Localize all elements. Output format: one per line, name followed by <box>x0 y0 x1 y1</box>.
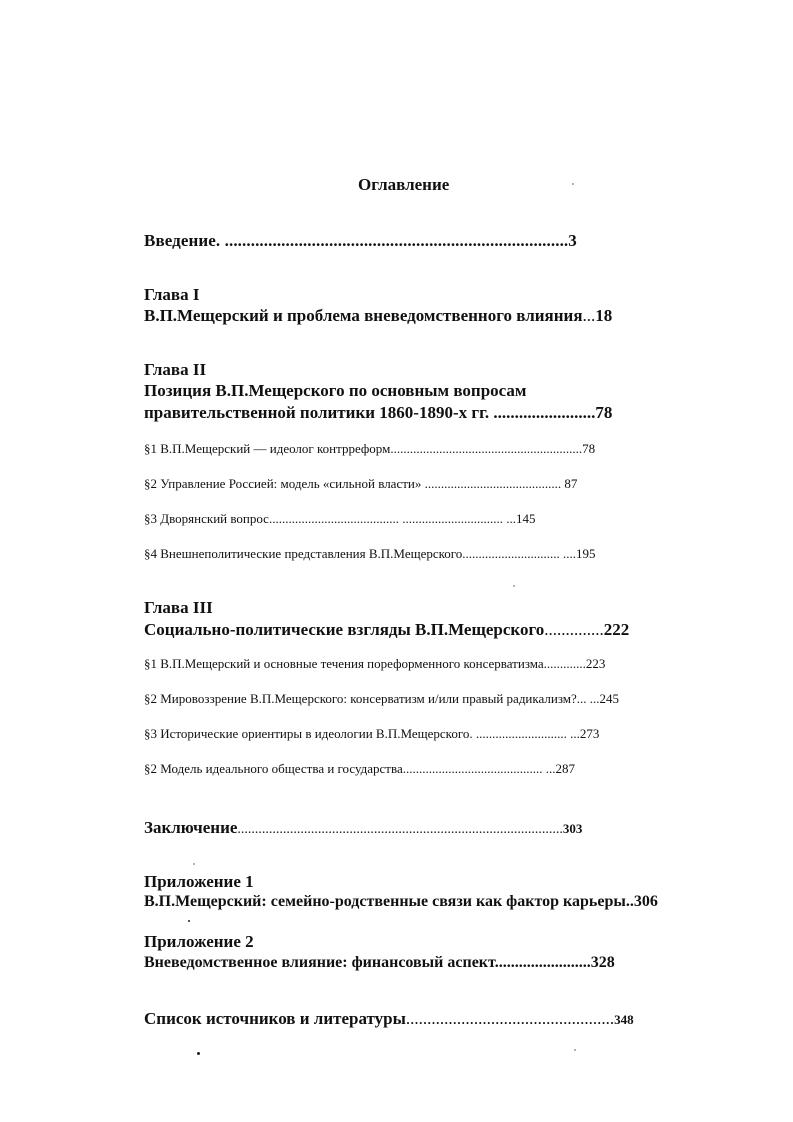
chapter3-section-1: §1 В.П.Мещерский и основные течения пореформенного консерватизма.............223 <box>144 656 606 671</box>
appendix2-dots: ........................ <box>494 954 591 971</box>
appendix2-entry <box>144 954 615 972</box>
chapter1-heading: Глава I <box>144 285 200 304</box>
scan-speck <box>513 585 515 587</box>
sources-entry <box>144 1009 634 1029</box>
chapter3-section-4: §2 Модель идеального общества и государства........................................... ...287 <box>144 761 575 776</box>
conclusion-entry <box>144 818 582 838</box>
appendix1-entry: В.П.Мещерский: семейно-родственные связи как фактор карьеры..306 <box>144 893 658 910</box>
chapter2-section-1: §1 В.П.Мещерский — идеолог контрреформ...........................................................78 <box>144 441 596 456</box>
sources-title: Список источников и литературы <box>144 1009 406 1028</box>
scan-speck <box>197 1052 200 1055</box>
sources-dots: ................................................. <box>405 1009 615 1028</box>
chapter3-entry <box>144 620 629 640</box>
appendix2-page: 328 <box>590 954 615 971</box>
intro-entry: Введение. ...............................................................................3 <box>144 231 577 250</box>
conclusion-title: Заключение <box>144 818 238 837</box>
appendix2-title: Вневедомственное влияние: финансовый аспект <box>144 954 495 971</box>
chapter1-entry <box>144 306 612 326</box>
scan-speck <box>188 920 190 922</box>
chapter3-heading: Глава III <box>144 598 213 617</box>
chapter2-heading: Глава II <box>144 360 207 379</box>
chapter2-title-line2: правительственной политики 1860-1890-х гг. ........................78 <box>144 403 613 422</box>
chapter3-page: 222 <box>603 620 630 639</box>
chapter2-title-line1: Позиция В.П.Мещерского по основным вопросам <box>144 381 527 400</box>
appendix2-heading: Приложение 2 <box>144 932 254 951</box>
scan-speck <box>572 183 574 185</box>
sources-page: 348 <box>614 1012 634 1027</box>
chapter3-dots: .............. <box>544 620 604 639</box>
scan-speck <box>193 863 195 865</box>
chapter1-title: В.П.Мещерский и проблема вневедомственного влияния <box>144 306 583 325</box>
toc-title: Оглавление <box>358 175 450 194</box>
chapter2-section-2: §2 Управление Россией: модель «сильной власти» .......................................... 87 <box>144 476 578 491</box>
chapter1-page: 18 <box>595 306 613 325</box>
appendix1-heading: Приложение 1 <box>144 872 254 891</box>
conclusion-dots: ............................................................................................. <box>237 822 563 837</box>
scan-speck <box>574 1049 576 1051</box>
chapter2-section-4: §4 Внешнеполитические представления В.П.Мещерского.............................. ....195 <box>144 546 596 561</box>
chapter3-title: Социально-политические взгляды В.П.Мещерского <box>144 620 545 639</box>
conclusion-page: 303 <box>562 821 583 836</box>
chapter3-section-2: §2 Мировоззрение В.П.Мещерского: консерватизм и/или правый радикализм?... ...245 <box>144 691 620 706</box>
chapter3-section-3: §3 Исторические ориентиры в идеологии В.П.Мещерского. ............................ ...273 <box>144 726 600 741</box>
chapter1-dots: ... <box>582 306 596 325</box>
chapter2-section-3: §3 Дворянский вопрос........................................ ............................... ...145 <box>144 511 536 526</box>
